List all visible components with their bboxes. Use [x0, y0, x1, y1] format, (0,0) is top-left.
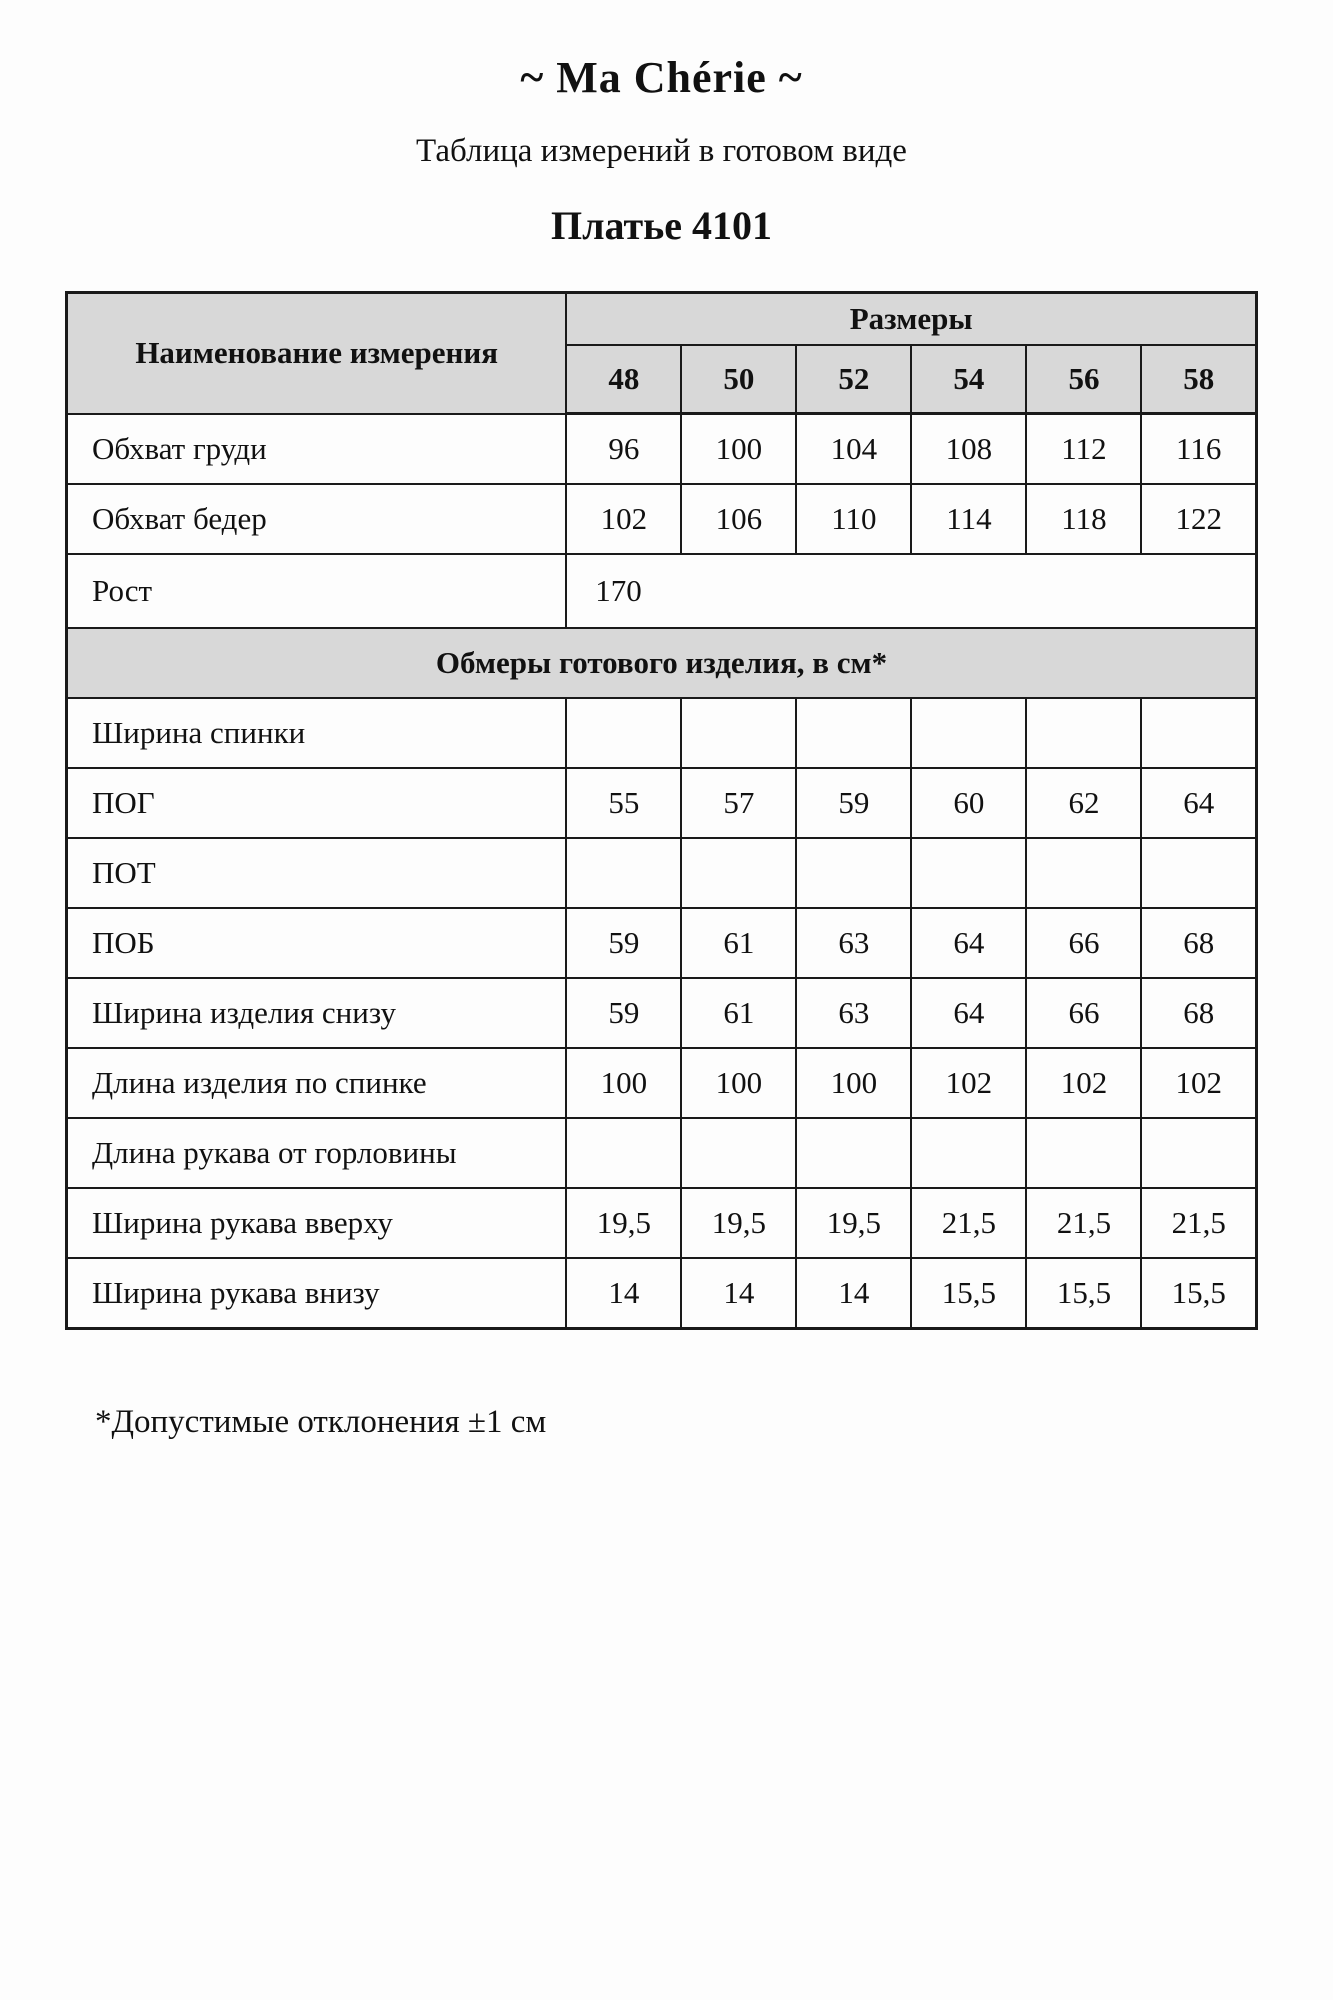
row-value: 110: [796, 484, 911, 554]
table-row: [67, 1048, 1257, 1118]
row-value: [1141, 698, 1256, 768]
table-row: [67, 1118, 1257, 1188]
size-column-header: 52: [796, 345, 911, 414]
row-label: Ширина спинки: [67, 698, 567, 768]
size-column-header: 54: [911, 345, 1026, 414]
row-value: [681, 1118, 796, 1188]
row-value: 114: [911, 484, 1026, 554]
size-column-header: 48: [566, 345, 681, 414]
header-row-sizes-group: [67, 293, 1257, 346]
row-value: 64: [911, 908, 1026, 978]
row-value: 64: [1141, 768, 1256, 838]
row-value: 19,5: [681, 1188, 796, 1258]
row-value: 122: [1141, 484, 1256, 554]
row-value: 106: [681, 484, 796, 554]
row-value: [796, 838, 911, 908]
table-row: [67, 1258, 1257, 1329]
row-value: 63: [796, 978, 911, 1048]
row-value: 61: [681, 978, 796, 1048]
row-value: 21,5: [911, 1188, 1026, 1258]
row-label: ПОГ: [67, 768, 567, 838]
column-header-sizes: Размеры: [566, 293, 1256, 346]
footnote: *Допустимые отклонения ±1 см: [95, 1403, 547, 1440]
table-row: [67, 1188, 1257, 1258]
size-column-header: 56: [1026, 345, 1141, 414]
row-value: 108: [911, 414, 1026, 484]
row-value: 57: [681, 768, 796, 838]
row-label: Обхват груди: [67, 414, 567, 484]
row-value: 59: [566, 908, 681, 978]
row-value: 100: [796, 1048, 911, 1118]
row-value: [566, 698, 681, 768]
document-header: [65, 0, 1258, 249]
row-value: 100: [566, 1048, 681, 1118]
row-value: 104: [796, 414, 911, 484]
row-value: 100: [681, 414, 796, 484]
row-value: [681, 698, 796, 768]
row-value: 66: [1026, 908, 1141, 978]
column-header-measurement-name: Наименование измерения: [67, 293, 567, 414]
size-column-header: 50: [681, 345, 796, 414]
measurement-table: [65, 291, 1258, 1330]
table-row: [67, 414, 1257, 484]
row-value: 62: [1026, 768, 1141, 838]
row-value: 61: [681, 908, 796, 978]
row-label: ПОБ: [67, 908, 567, 978]
row-value: [681, 838, 796, 908]
row-value: 15,5: [1026, 1258, 1141, 1329]
section-header: Обмеры готового изделия, в см*: [67, 628, 1257, 698]
row-value: 96: [566, 414, 681, 484]
size-column-header: 58: [1141, 345, 1256, 414]
row-value: 59: [796, 768, 911, 838]
row-value: 14: [566, 1258, 681, 1329]
row-value: 118: [1026, 484, 1141, 554]
subtitle: Таблица измерений в готовом виде: [416, 133, 907, 169]
row-value: 102: [1141, 1048, 1256, 1118]
table-row-height: [67, 554, 1257, 628]
row-value: 100: [681, 1048, 796, 1118]
row-value: 64: [911, 978, 1026, 1048]
row-value: [1141, 838, 1256, 908]
row-value: [566, 838, 681, 908]
row-value: 55: [566, 768, 681, 838]
row-value: 112: [1026, 414, 1141, 484]
row-label: Ширина рукава вверху: [67, 1188, 567, 1258]
row-value: 15,5: [1141, 1258, 1256, 1329]
row-value: [566, 1118, 681, 1188]
table-row: [67, 908, 1257, 978]
row-value: [911, 838, 1026, 908]
row-value: [1141, 1118, 1256, 1188]
row-value: 68: [1141, 908, 1256, 978]
row-value: [911, 1118, 1026, 1188]
table-row: [67, 978, 1257, 1048]
row-label: Рост: [67, 554, 567, 628]
row-value: 14: [796, 1258, 911, 1329]
row-value: 102: [911, 1048, 1026, 1118]
table-row: [67, 838, 1257, 908]
section-header-row: [67, 628, 1257, 698]
row-value: 68: [1141, 978, 1256, 1048]
row-label: ПОТ: [67, 838, 567, 908]
row-value: 116: [1141, 414, 1256, 484]
row-value: 14: [681, 1258, 796, 1329]
row-label: Ширина изделия снизу: [67, 978, 567, 1048]
row-value: [1026, 838, 1141, 908]
product-title: Платье 4101: [550, 203, 773, 248]
table-row: [67, 484, 1257, 554]
row-value: 15,5: [911, 1258, 1026, 1329]
row-value: 19,5: [566, 1188, 681, 1258]
row-value: 66: [1026, 978, 1141, 1048]
row-value: [796, 698, 911, 768]
row-value-height: 170: [566, 554, 1256, 628]
row-label: Длина изделия по спинке: [67, 1048, 567, 1118]
brand-title: ~ Ma Chérie ~: [520, 53, 803, 102]
row-value: 21,5: [1026, 1188, 1141, 1258]
row-value: 60: [911, 768, 1026, 838]
row-value: [796, 1118, 911, 1188]
row-value: 59: [566, 978, 681, 1048]
row-value: 102: [566, 484, 681, 554]
row-value: [1026, 1118, 1141, 1188]
row-value: 19,5: [796, 1188, 911, 1258]
table-row: [67, 768, 1257, 838]
row-value: 21,5: [1141, 1188, 1256, 1258]
row-value: [1026, 698, 1141, 768]
row-label: Ширина рукава внизу: [67, 1258, 567, 1329]
table-row: [67, 698, 1257, 768]
row-label: Обхват бедер: [67, 484, 567, 554]
row-value: [911, 698, 1026, 768]
row-label: Длина рукава от горловины: [67, 1118, 567, 1188]
row-value: 63: [796, 908, 911, 978]
row-value: 102: [1026, 1048, 1141, 1118]
